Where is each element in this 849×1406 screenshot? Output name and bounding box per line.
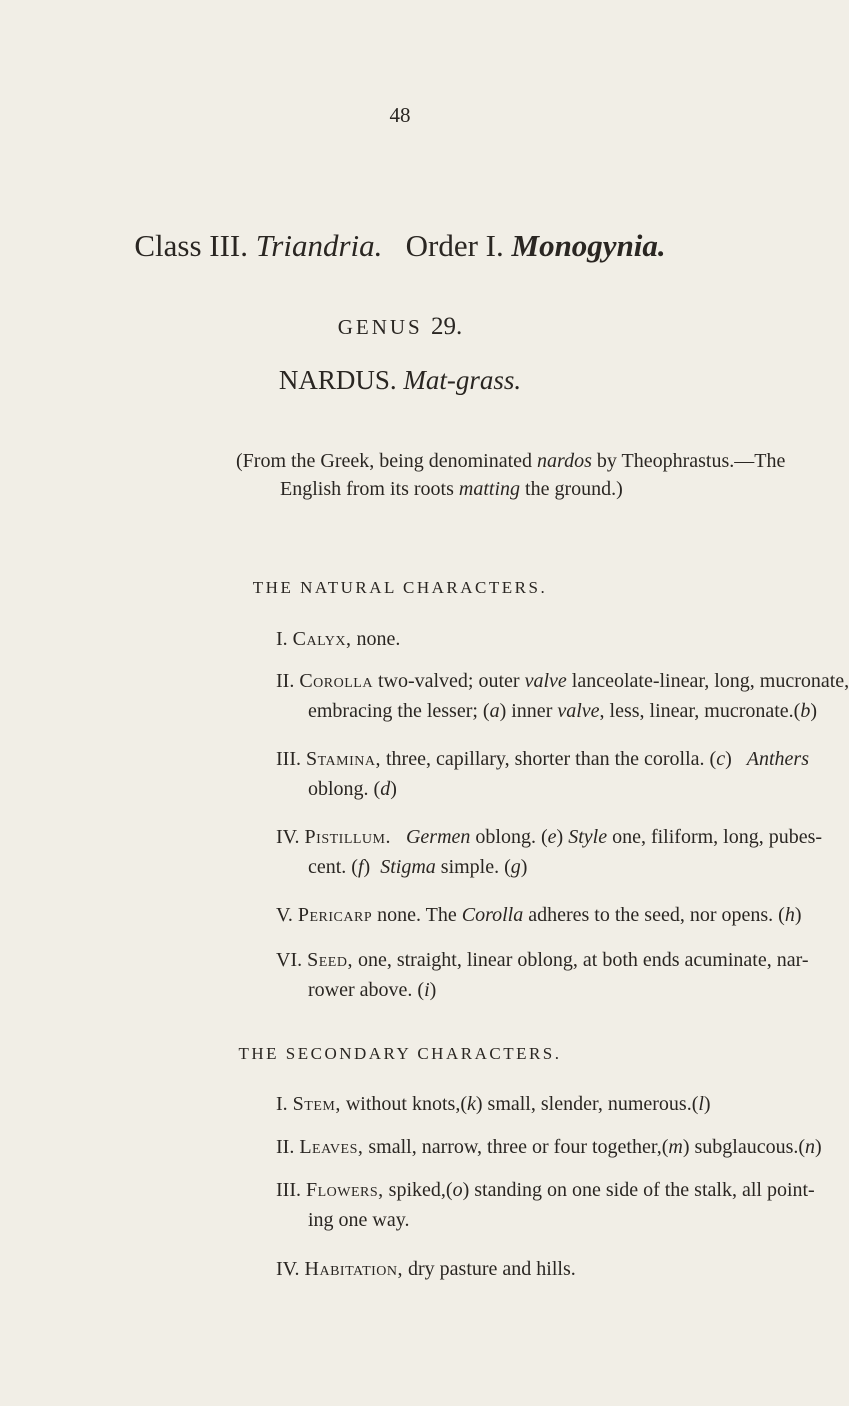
natural-item-corolla: II. Corolla two-valved; outer valve lanceolate-linear, long, mucronate, embracing the lesser; (a) inner valve, less, linear, mucronate.(b): [276, 670, 849, 722]
etymology-line-2: English from its roots matting the ground.): [280, 478, 623, 500]
natural-item-seed: VI. Seed, one, straight, linear oblong, at both ends acuminate, nar- rower above. (i): [276, 949, 809, 1001]
genus-title: [0, 365, 800, 396]
natural-item-pistillum: IV. Pistillum. Germen oblong. (e) Style one, filiform, long, pubes- cent. (f) Stigma simple. (g): [276, 826, 823, 878]
secondary-item-stem: I. Stem, without knots,(k) small, slender, numerous.(l): [276, 1093, 711, 1115]
page-number: 48: [389, 103, 411, 127]
class-label: Class III.: [134, 228, 248, 263]
genus-name: NARDUS.: [278, 365, 397, 395]
natural-characters-heading: THE NATURAL CHARACTERS.: [252, 578, 548, 597]
secondary-item-habitation: IV. Habitation, dry pasture and hills.: [276, 1258, 576, 1280]
order-label: Order I.: [405, 228, 504, 263]
genus-common-name: Mat-grass.: [403, 365, 522, 395]
secondary-item-leaves: II. Leaves, small, narrow, three or four together,(m) subglaucous.(n): [276, 1136, 822, 1158]
class-order-heading: [0, 228, 800, 264]
genus-heading: [0, 313, 800, 341]
genus-number: 29.: [431, 313, 463, 340]
secondary-characters-heading: THE SECONDARY CHARACTERS.: [238, 1044, 562, 1063]
natural-item-stamina: III. Stamina, three, capillary, shorter than the corolla. (c) Anthers oblong. (d): [276, 748, 809, 800]
genus-label: GENUS: [337, 315, 423, 339]
secondary-item-flowers: III. Flowers, spiked,(o) standing on one side of the stalk, all point- ing one way.: [276, 1179, 815, 1231]
class-name: Triandria.: [255, 228, 383, 263]
natural-item-pericarp: V. Pericarp none. The Corolla adheres to the seed, nor opens. (h): [276, 904, 802, 926]
natural-item-calyx: I. Calyx, none.: [276, 628, 401, 650]
etymology: [236, 447, 796, 503]
etymology-line-1: (From the Greek, being denominated nardos by Theophrastus.—The: [236, 450, 786, 472]
order-name: Monogynia.: [511, 228, 666, 263]
